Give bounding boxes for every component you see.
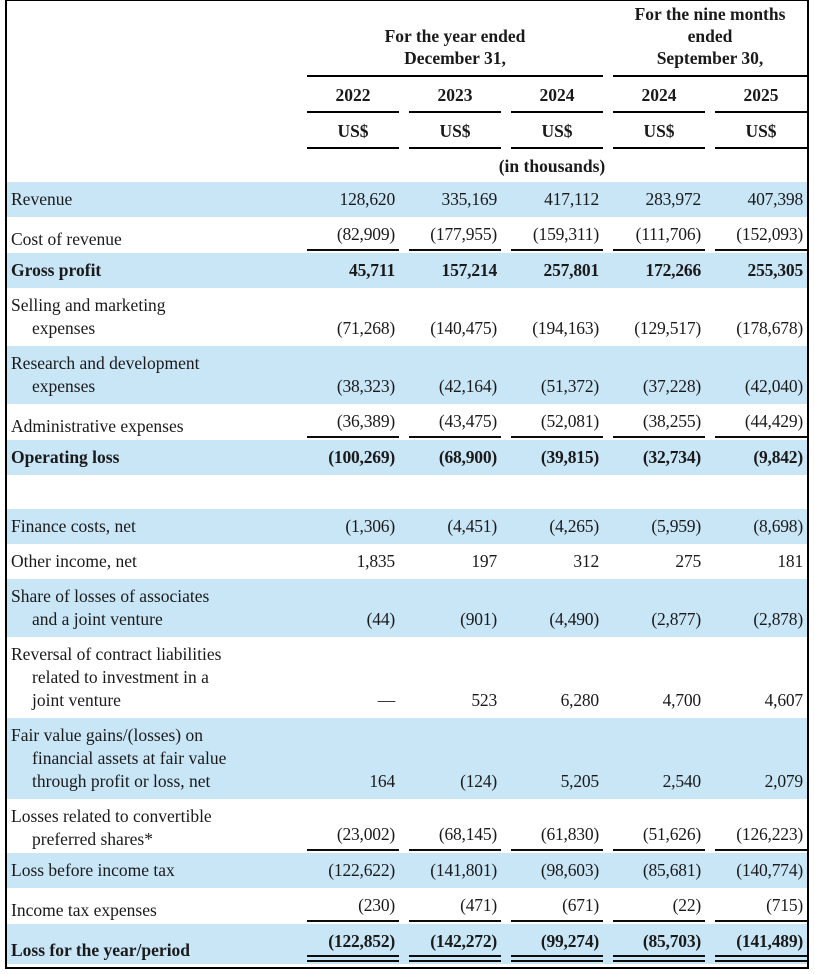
- value-text: (51,372): [540, 376, 599, 396]
- value-cell: [297, 799, 399, 853]
- value-text: (2,877): [651, 609, 701, 629]
- value-cell: [705, 579, 807, 637]
- row-label: [7, 579, 297, 637]
- value-cell: [603, 346, 705, 404]
- value-text: 128,620: [339, 189, 395, 209]
- value-cell: [705, 637, 807, 718]
- row-label-line: Fair value gains/(losses) on: [11, 725, 203, 745]
- value-text: (111,706): [613, 223, 705, 251]
- value-cell: [501, 346, 603, 404]
- table-row: [7, 288, 807, 346]
- value-text: (126,223): [715, 823, 807, 851]
- value-text: (901): [460, 609, 497, 629]
- row-label: [7, 924, 297, 964]
- value-cell: [297, 253, 399, 288]
- value-cell: [603, 253, 705, 288]
- value-cell: [399, 579, 501, 637]
- value-text: (140,774): [736, 860, 803, 880]
- value-cell: [603, 182, 705, 217]
- value-text: —: [377, 690, 395, 710]
- row-label-line: Operating loss: [11, 447, 120, 467]
- value-cell: [297, 544, 399, 579]
- row-label: [7, 346, 297, 404]
- currency-header-row: [7, 113, 807, 149]
- spacer-row: [7, 475, 807, 509]
- value-text: 2,079: [764, 771, 803, 791]
- table-row: [7, 509, 807, 544]
- value-cell: [297, 924, 399, 964]
- value-cell: [501, 799, 603, 853]
- value-cell: [501, 182, 603, 217]
- row-label: [7, 853, 297, 888]
- value-text: (471): [409, 894, 501, 922]
- value-cell: [399, 509, 501, 544]
- value-cell: [603, 440, 705, 475]
- value-text: (42,164): [438, 376, 497, 396]
- value-cell: [501, 253, 603, 288]
- value-text: 2,540: [662, 771, 701, 791]
- value-text: 157,214: [441, 260, 497, 280]
- value-text: (37,228): [642, 376, 701, 396]
- value-cell: [501, 718, 603, 799]
- row-label: [7, 718, 297, 799]
- group-header-year-ended: [297, 1, 603, 77]
- year-header: 2023: [399, 77, 501, 113]
- value-cell: [399, 888, 501, 924]
- group-header-line: For the year ended: [384, 26, 526, 46]
- group-header-nine-months: [603, 1, 807, 77]
- value-cell: [603, 853, 705, 888]
- value-text: (32,734): [642, 447, 701, 467]
- value-text: (85,703): [613, 930, 705, 962]
- row-label-line: expenses: [32, 376, 96, 396]
- value-cell: [501, 888, 603, 924]
- row-label: [7, 888, 297, 924]
- row-label-line: related to investment in a: [32, 667, 209, 687]
- value-text: (85,681): [642, 860, 701, 880]
- value-text: (22): [613, 894, 705, 922]
- value-text: (68,900): [438, 447, 497, 467]
- row-label-line: Finance costs, net: [11, 516, 136, 536]
- value-cell: [501, 440, 603, 475]
- value-text: 181: [777, 551, 803, 571]
- value-cell: [501, 637, 603, 718]
- row-label: [7, 637, 297, 718]
- value-cell: [297, 718, 399, 799]
- value-text: (5,959): [651, 516, 701, 536]
- value-text: (42,040): [744, 376, 803, 396]
- table-header: [7, 1, 807, 182]
- value-cell: [603, 288, 705, 346]
- value-text: (1,306): [345, 516, 395, 536]
- group-header-line: December 31,: [404, 48, 506, 68]
- value-cell: [501, 924, 603, 964]
- value-cell: [297, 888, 399, 924]
- statement-table-frame: [5, 0, 809, 969]
- value-text: (159,311): [511, 223, 603, 251]
- table-body: [7, 182, 807, 964]
- value-cell: [705, 440, 807, 475]
- row-label: [7, 544, 297, 579]
- value-cell: [705, 799, 807, 853]
- value-text: (38,255): [613, 410, 705, 438]
- value-cell: [297, 853, 399, 888]
- value-text: (129,517): [634, 318, 701, 338]
- value-text: 1,835: [356, 551, 395, 571]
- value-cell: [297, 217, 399, 253]
- value-cell: [501, 288, 603, 346]
- value-text: 257,801: [543, 260, 599, 280]
- value-cell: [705, 924, 807, 964]
- value-text: (124): [460, 771, 497, 791]
- value-text: (36,389): [307, 410, 399, 438]
- value-text: (4,490): [549, 609, 599, 629]
- value-text: 164: [369, 771, 395, 791]
- year-header: 2024: [603, 77, 705, 113]
- value-text: (44,429): [715, 410, 807, 438]
- year-header-row: [7, 77, 807, 113]
- value-text: (51,626): [613, 823, 705, 851]
- value-cell: [705, 404, 807, 440]
- table-row: [7, 404, 807, 440]
- table-row: [7, 888, 807, 924]
- value-text: 417,112: [544, 189, 599, 209]
- value-cell: [603, 637, 705, 718]
- value-cell: [705, 253, 807, 288]
- value-cell: [603, 544, 705, 579]
- row-label-line: joint venture: [32, 690, 121, 710]
- row-label-line: Selling and marketing: [11, 295, 166, 315]
- value-text: (122,622): [328, 860, 395, 880]
- row-label-line: Reversal of contract liabilities: [11, 644, 222, 664]
- value-text: (23,002): [307, 823, 399, 851]
- value-cell: [297, 509, 399, 544]
- value-cell: [399, 253, 501, 288]
- currency-header: US$: [603, 113, 705, 149]
- value-text: (43,475): [409, 410, 501, 438]
- group-header-line: For the nine months: [634, 4, 786, 24]
- group-header-line: ended: [687, 26, 733, 46]
- value-cell: [501, 853, 603, 888]
- label-column-header: [7, 1, 297, 77]
- value-cell: [399, 217, 501, 253]
- value-text: (39,815): [540, 447, 599, 467]
- value-text: 5,205: [560, 771, 599, 791]
- table-row: [7, 579, 807, 637]
- value-text: (9,842): [753, 447, 803, 467]
- table-row: [7, 346, 807, 404]
- row-label: [7, 288, 297, 346]
- value-cell: [603, 924, 705, 964]
- row-label-line: Cost of revenue: [11, 229, 122, 249]
- row-label-line: Other income, net: [11, 551, 137, 571]
- row-label-line: Loss for the year/period: [11, 940, 191, 960]
- value-text: 255,305: [747, 260, 803, 280]
- value-cell: [705, 853, 807, 888]
- value-text: (100,269): [328, 447, 395, 467]
- value-text: (177,955): [409, 223, 501, 251]
- value-cell: [399, 718, 501, 799]
- table-row: [7, 853, 807, 888]
- value-cell: [399, 182, 501, 217]
- row-label: [7, 509, 297, 544]
- row-label: [7, 217, 297, 253]
- value-cell: [705, 182, 807, 217]
- row-label: [7, 182, 297, 217]
- value-text: (194,163): [532, 318, 599, 338]
- table-row: [7, 182, 807, 217]
- currency-header: US$: [705, 113, 807, 149]
- value-text: (715): [715, 894, 807, 922]
- value-text: 283,972: [645, 189, 701, 209]
- value-cell: [399, 853, 501, 888]
- value-text: 197: [471, 551, 497, 571]
- row-label: [7, 799, 297, 853]
- value-cell: [399, 440, 501, 475]
- row-label-line: through profit or loss, net: [32, 771, 211, 791]
- year-header: 2022: [297, 77, 399, 113]
- year-header: 2024: [501, 77, 603, 113]
- value-text: 6,280: [560, 690, 599, 710]
- value-text: (99,274): [511, 930, 603, 962]
- value-text: (140,475): [430, 318, 497, 338]
- value-text: (71,268): [336, 318, 395, 338]
- value-cell: [603, 579, 705, 637]
- value-text: (98,603): [540, 860, 599, 880]
- value-cell: [501, 404, 603, 440]
- table-row: [7, 924, 807, 964]
- value-text: 4,700: [662, 690, 701, 710]
- value-cell: [705, 509, 807, 544]
- value-cell: [705, 718, 807, 799]
- currency-header: US$: [297, 113, 399, 149]
- income-statement-table: [7, 1, 807, 964]
- table-row: [7, 799, 807, 853]
- value-cell: [297, 404, 399, 440]
- value-text: (152,093): [715, 223, 807, 251]
- group-header-row: [7, 1, 807, 77]
- row-label-line: Administrative expenses: [11, 416, 184, 436]
- value-cell: [501, 579, 603, 637]
- row-label: [7, 440, 297, 475]
- value-text: (52,081): [511, 410, 603, 438]
- value-text: (2,878): [753, 609, 803, 629]
- row-label-line: Share of losses of associates: [11, 586, 210, 606]
- value-cell: [705, 288, 807, 346]
- value-cell: [399, 544, 501, 579]
- value-cell: [297, 637, 399, 718]
- value-cell: [705, 346, 807, 404]
- value-text: (82,909): [307, 223, 399, 251]
- table-row: [7, 637, 807, 718]
- row-label-line: Revenue: [11, 189, 73, 209]
- value-text: (122,852): [307, 930, 399, 962]
- value-text: 523: [471, 690, 497, 710]
- group-header-line: September 30,: [656, 48, 764, 68]
- row-label-line: expenses: [32, 318, 96, 338]
- value-cell: [399, 637, 501, 718]
- value-text: (68,145): [409, 823, 501, 851]
- row-label-line: financial assets at fair value: [32, 748, 227, 768]
- value-cell: [399, 404, 501, 440]
- value-text: (4,265): [549, 516, 599, 536]
- value-text: (141,801): [430, 860, 497, 880]
- value-cell: [399, 346, 501, 404]
- table-row: [7, 440, 807, 475]
- value-cell: [501, 544, 603, 579]
- value-text: 172,266: [645, 260, 701, 280]
- value-text: (230): [307, 894, 399, 922]
- row-label: [7, 404, 297, 440]
- currency-header: US$: [399, 113, 501, 149]
- units-note: (in thousands): [498, 156, 606, 176]
- value-text: (178,678): [736, 318, 803, 338]
- value-cell: [297, 579, 399, 637]
- value-text: 4,607: [764, 690, 803, 710]
- value-cell: [705, 888, 807, 924]
- units-row: [7, 149, 807, 182]
- value-cell: [603, 509, 705, 544]
- value-cell: [603, 888, 705, 924]
- value-text: (8,698): [753, 516, 803, 536]
- value-text: (671): [511, 894, 603, 922]
- value-cell: [705, 544, 807, 579]
- value-text: (38,323): [336, 376, 395, 396]
- value-cell: [501, 217, 603, 253]
- value-text: (4,451): [447, 516, 497, 536]
- value-cell: [297, 182, 399, 217]
- value-cell: [603, 217, 705, 253]
- value-text: 312: [573, 551, 599, 571]
- table-row: [7, 217, 807, 253]
- table-row: [7, 544, 807, 579]
- value-cell: [603, 718, 705, 799]
- value-cell: [705, 217, 807, 253]
- value-text: (141,489): [715, 930, 807, 962]
- row-label-line: and a joint venture: [32, 609, 163, 629]
- row-label-line: Loss before income tax: [11, 860, 175, 880]
- value-text: 407,398: [747, 189, 803, 209]
- value-text: 45,711: [349, 260, 395, 280]
- value-cell: [297, 288, 399, 346]
- value-cell: [603, 799, 705, 853]
- value-cell: [297, 346, 399, 404]
- value-cell: [399, 288, 501, 346]
- value-cell: [501, 509, 603, 544]
- value-cell: [603, 404, 705, 440]
- row-label: [7, 253, 297, 288]
- row-label-line: Gross profit: [11, 260, 102, 280]
- value-text: (142,272): [409, 930, 501, 962]
- spacer-cell: [7, 475, 807, 509]
- value-text: (44): [366, 609, 395, 629]
- value-cell: [399, 799, 501, 853]
- table-row: [7, 253, 807, 288]
- value-cell: [297, 440, 399, 475]
- row-label-line: Losses related to convertible: [11, 806, 212, 826]
- row-label-line: preferred shares*: [32, 829, 153, 849]
- year-header: 2025: [705, 77, 807, 113]
- currency-header: US$: [501, 113, 603, 149]
- row-label-line: Research and development: [11, 353, 200, 373]
- table-row: [7, 718, 807, 799]
- value-cell: [399, 924, 501, 964]
- row-label-line: Income tax expenses: [11, 900, 157, 920]
- value-text: 275: [675, 551, 701, 571]
- value-text: 335,169: [441, 189, 497, 209]
- value-text: (61,830): [511, 823, 603, 851]
